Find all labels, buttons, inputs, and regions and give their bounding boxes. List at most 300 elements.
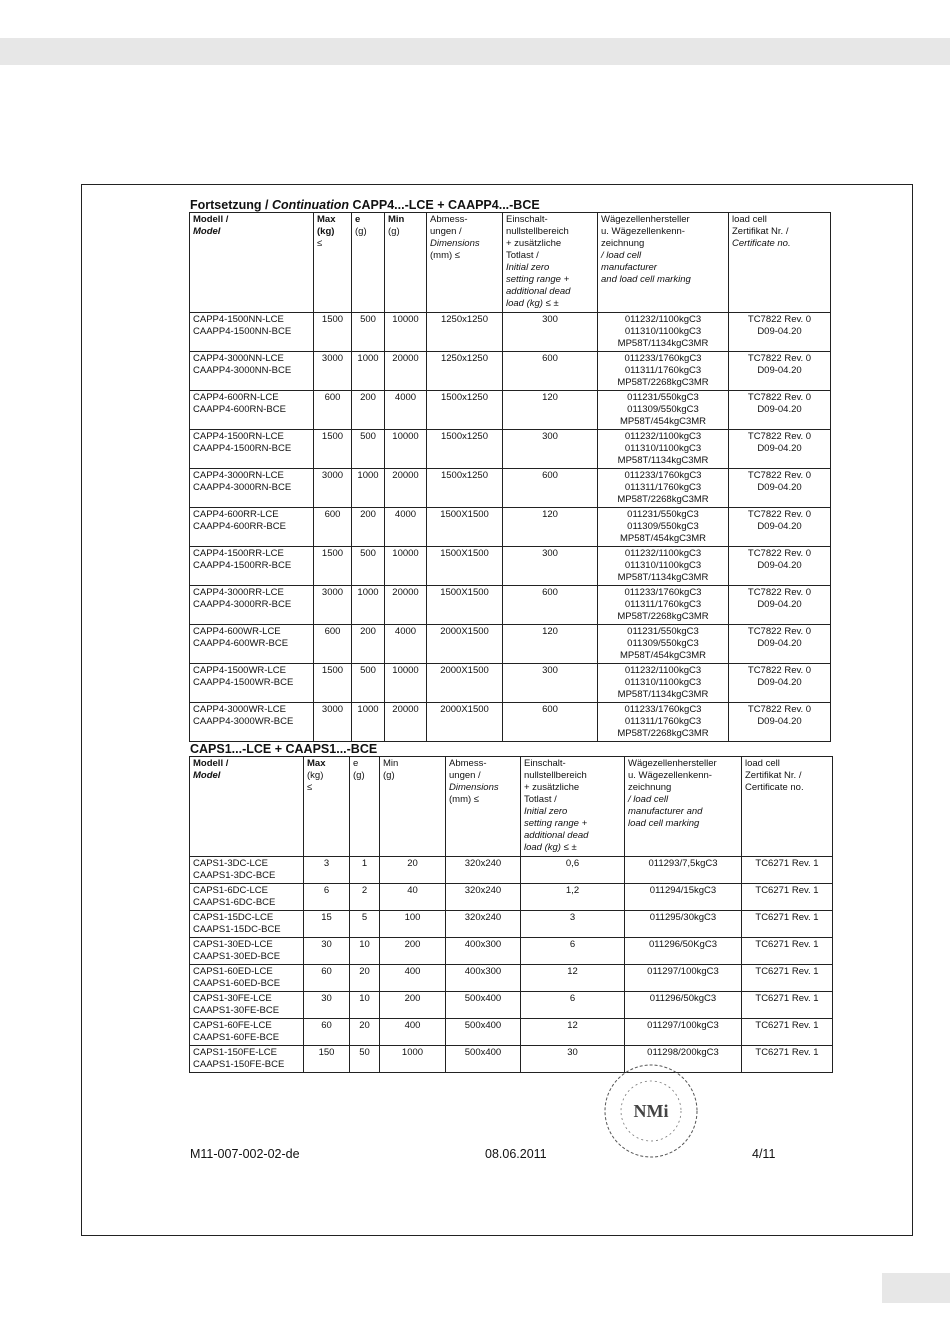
header-cell <box>352 213 385 313</box>
header-line: additional dead <box>506 286 571 297</box>
model-cell-line: CAPS1-15DC-LCE <box>193 912 274 923</box>
min-cell: 10000 <box>385 547 427 586</box>
model-cell <box>190 469 314 508</box>
zero-range-cell: 300 <box>503 313 598 352</box>
header-line: (kg) <box>307 770 324 781</box>
model-cell-line: CAPS1-30ED-LCE <box>193 939 273 950</box>
max-cell: 6 <box>304 884 350 911</box>
header-line: ≤ <box>307 782 313 793</box>
max-cell: 1500 <box>314 547 352 586</box>
model-cell <box>190 884 304 911</box>
model-cell <box>190 586 314 625</box>
table2-heading: CAPS1...-LCE + CAAPS1...-BCE <box>190 742 378 756</box>
load-cell-cell-line: 011311/1760kgC3 <box>624 599 702 610</box>
table-row <box>190 938 833 965</box>
model-cell <box>190 1019 304 1046</box>
model-cell <box>190 625 314 664</box>
table-row <box>190 965 833 992</box>
min-cell: 4000 <box>385 508 427 547</box>
model-cell-line: CAAPS1-30FE-BCE <box>193 1005 280 1016</box>
model-cell-line: CAAPS1-15DC-BCE <box>193 924 281 935</box>
header-line: Abmess- <box>449 758 487 769</box>
certificate-cell-line: D09-04.20 <box>757 716 802 727</box>
header-line: Dimensions <box>449 782 499 793</box>
certificate-cell <box>729 391 831 430</box>
model-cell-line: CAPP4-600RN-LCE <box>193 392 279 403</box>
zero-range-cell: 6 <box>521 938 625 965</box>
certificate-cell: TC6271 Rev. 1 <box>742 1019 833 1046</box>
load-cell-cell-line: MP58T/1134kgC3MR <box>617 572 709 583</box>
load-cell-cell-line: 011311/1760kgC3 <box>624 365 702 376</box>
max-cell: 60 <box>304 1019 350 1046</box>
header-line: Totlast / <box>506 250 539 261</box>
dimensions-cell: 400x300 <box>446 965 521 992</box>
header-line: Min <box>388 214 405 225</box>
header-cell <box>350 757 380 857</box>
max-cell: 3000 <box>314 703 352 742</box>
footer-date: 08.06.2011 <box>485 1147 547 1161</box>
certificate-cell-line: TC7822 Rev. 0 <box>747 353 812 364</box>
certificate-cell-line: TC7822 Rev. 0 <box>747 626 812 637</box>
model-cell-line: CAPP4-1500RR-LCE <box>193 548 284 559</box>
header-line: u. Wägezellenkenn- <box>601 226 685 237</box>
load-cell-cell-line: 011311/1760kgC3 <box>624 716 702 727</box>
header-line: Zertifikat Nr. / <box>732 226 789 237</box>
header-line: Totlast / <box>524 794 557 805</box>
header-line: Model <box>193 226 221 237</box>
model-cell-line: CAPS1-60FE-LCE <box>193 1020 272 1031</box>
dimensions-cell: 1250x1250 <box>427 352 503 391</box>
load-cell-cell-line: 011231/550kgC3 <box>627 509 699 520</box>
max-cell: 600 <box>314 391 352 430</box>
header-line: Model <box>193 770 221 781</box>
min-cell: 10000 <box>385 430 427 469</box>
model-cell <box>190 965 304 992</box>
dimensions-cell: 1250x1250 <box>427 313 503 352</box>
model-cell <box>190 352 314 391</box>
model-cell-line: CAAPP4-3000RR-BCE <box>193 599 292 610</box>
min-cell: 4000 <box>385 391 427 430</box>
model-cell-line: CAPS1-3DC-LCE <box>193 858 268 869</box>
table1-heading <box>190 198 540 212</box>
load-cell-cell <box>598 586 729 625</box>
certificate-cell-line: TC7822 Rev. 0 <box>747 704 812 715</box>
header-cell <box>380 757 446 857</box>
table-row <box>190 1046 833 1073</box>
min-cell: 1000 <box>380 1046 446 1073</box>
load-cell-cell: 011295/30kgC3 <box>625 911 742 938</box>
load-cell-cell-line: 011232/1100kgC3 <box>624 548 702 559</box>
dimensions-cell: 2000X1500 <box>427 703 503 742</box>
header-row <box>190 757 833 857</box>
certificate-cell-line: TC7822 Rev. 0 <box>747 665 812 676</box>
zero-range-cell: 600 <box>503 586 598 625</box>
load-cell-cell <box>598 391 729 430</box>
header-line: Wägezellenhersteller <box>628 758 717 769</box>
certificate-cell <box>729 586 831 625</box>
e-cell: 50 <box>350 1046 380 1073</box>
table-row <box>190 857 833 884</box>
heading-prefix: Fortsetzung / <box>190 198 272 212</box>
model-cell-line: CAPS1-6DC-LCE <box>193 885 268 896</box>
load-cell-cell-line: 011309/550kgC3 <box>627 521 699 532</box>
e-cell: 10 <box>350 938 380 965</box>
zero-range-cell: 1,2 <box>521 884 625 911</box>
header-line: Abmess- <box>430 214 468 225</box>
model-cell-line: CAAPP4-1500NN-BCE <box>193 326 292 337</box>
header-line: (mm) ≤ <box>430 250 461 261</box>
certificate-cell-line: TC7822 Rev. 0 <box>747 392 812 403</box>
table-row <box>190 547 831 586</box>
model-cell-line: CAPP4-1500WR-LCE <box>193 665 286 676</box>
e-cell: 2 <box>350 884 380 911</box>
dimensions-cell: 320x240 <box>446 884 521 911</box>
header-cell <box>427 213 503 313</box>
table-row <box>190 313 831 352</box>
zero-range-cell: 600 <box>503 352 598 391</box>
load-cell-cell: 011297/100kgC3 <box>625 965 742 992</box>
load-cell-cell: 011298/200kgC3 <box>625 1046 742 1073</box>
dimensions-cell: 500x400 <box>446 1046 521 1073</box>
certificate-cell: TC6271 Rev. 1 <box>742 857 833 884</box>
header-line: / load cell <box>601 250 642 261</box>
e-cell: 1000 <box>352 352 385 391</box>
model-cell-line: CAAPP4-1500RN-BCE <box>193 443 292 454</box>
model-cell-line: CAAPS1-150FE-BCE <box>193 1059 285 1070</box>
zero-range-cell: 0,6 <box>521 857 625 884</box>
header-line: load (kg) ≤ ± <box>506 298 559 309</box>
certificate-cell: TC6271 Rev. 1 <box>742 965 833 992</box>
certificate-cell <box>729 469 831 508</box>
certificate-cell-line: D09-04.20 <box>757 677 802 688</box>
certificate-cell <box>729 547 831 586</box>
header-line: Einschalt- <box>506 214 548 225</box>
e-cell: 1000 <box>352 469 385 508</box>
zero-range-cell: 600 <box>503 703 598 742</box>
model-cell-line: CAAPP4-3000RN-BCE <box>193 482 292 493</box>
header-cell <box>190 757 304 857</box>
zero-range-cell: 300 <box>503 430 598 469</box>
header-line: Max <box>307 758 326 769</box>
load-cell-cell-line: 011309/550kgC3 <box>627 638 699 649</box>
header-line: Initial zero <box>506 262 550 273</box>
load-cell-cell <box>598 625 729 664</box>
footer-doc-id: M11-007-002-02-de <box>190 1147 300 1161</box>
table-row <box>190 884 833 911</box>
certificate-cell: TC6271 Rev. 1 <box>742 992 833 1019</box>
max-cell: 15 <box>304 911 350 938</box>
e-cell: 1 <box>350 857 380 884</box>
min-cell: 10000 <box>385 313 427 352</box>
certificate-cell <box>729 664 831 703</box>
load-cell-cell-line: 011232/1100kgC3 <box>624 314 702 325</box>
model-cell-line: CAPP4-3000WR-LCE <box>193 704 286 715</box>
load-cell-cell <box>598 352 729 391</box>
load-cell-cell-line: 011311/1760kgC3 <box>624 482 702 493</box>
max-cell: 30 <box>304 992 350 1019</box>
load-cell-cell-line: MP58T/2268kgC3MR <box>617 494 709 505</box>
header-cell <box>446 757 521 857</box>
model-cell-line: CAAPP4-1500WR-BCE <box>193 677 294 688</box>
table-row <box>190 430 831 469</box>
header-line: ungen / <box>449 770 481 781</box>
dimensions-cell: 1500X1500 <box>427 547 503 586</box>
model-cell-line: CAPP4-600WR-LCE <box>193 626 281 637</box>
zero-range-cell: 6 <box>521 992 625 1019</box>
model-cell-line: CAAPP4-1500RR-BCE <box>193 560 292 571</box>
certificate-cell: TC6271 Rev. 1 <box>742 1046 833 1073</box>
footer-page-number: 4/11 <box>752 1147 776 1161</box>
header-cell <box>385 213 427 313</box>
model-cell-line: CAPP4-3000NN-LCE <box>193 353 284 364</box>
table-row <box>190 469 831 508</box>
header-line: load (kg) ≤ ± <box>524 842 577 853</box>
e-cell: 200 <box>352 625 385 664</box>
header-line: manufacturer <box>601 262 657 273</box>
max-cell: 3000 <box>314 352 352 391</box>
load-cell-cell-line: MP58T/454kgC3MR <box>619 533 707 544</box>
model-cell <box>190 703 314 742</box>
header-cell <box>503 213 598 313</box>
dimensions-cell: 500x400 <box>446 992 521 1019</box>
heading-italic: Continuation <box>271 198 350 212</box>
load-cell-cell: 011296/50kgC3 <box>625 992 742 1019</box>
certificate-cell <box>729 625 831 664</box>
load-cell-cell-line: MP58T/2268kgC3MR <box>617 728 709 739</box>
load-cell-cell-line: MP58T/454kgC3MR <box>619 416 707 427</box>
header-line: setting range + <box>524 818 588 829</box>
certificate-cell: TC6271 Rev. 1 <box>742 938 833 965</box>
load-cell-cell: 011293/7,5kgC3 <box>625 857 742 884</box>
header-line: additional dead <box>524 830 589 841</box>
header-line: Initial zero <box>524 806 568 817</box>
dimensions-cell: 320x240 <box>446 857 521 884</box>
header-line: zeichnung <box>601 238 645 249</box>
header-line: nullstellbereich <box>506 226 569 237</box>
max-cell: 1500 <box>314 664 352 703</box>
certificate-cell-line: D09-04.20 <box>757 482 802 493</box>
certificate-cell-line: D09-04.20 <box>757 560 802 571</box>
max-cell: 1500 <box>314 313 352 352</box>
model-cell <box>190 911 304 938</box>
load-cell-cell-line: 011310/1100kgC3 <box>624 443 702 454</box>
header-line: nullstellbereich <box>524 770 587 781</box>
certificate-cell-line: D09-04.20 <box>757 521 802 532</box>
dimensions-cell: 1500x1250 <box>427 430 503 469</box>
load-cell-cell-line: MP58T/2268kgC3MR <box>617 377 709 388</box>
model-cell-line: CAAPS1-3DC-BCE <box>193 870 276 881</box>
zero-range-cell: 600 <box>503 469 598 508</box>
min-cell: 10000 <box>385 664 427 703</box>
model-cell <box>190 1046 304 1073</box>
load-cell-cell <box>598 547 729 586</box>
model-cell-line: CAAPP4-600RR-BCE <box>193 521 286 532</box>
min-cell: 400 <box>380 965 446 992</box>
load-cell-cell <box>598 508 729 547</box>
min-cell: 40 <box>380 884 446 911</box>
max-cell: 3000 <box>314 469 352 508</box>
model-cell <box>190 992 304 1019</box>
header-line: Dimensions <box>430 238 480 249</box>
dimensions-cell: 1500X1500 <box>427 586 503 625</box>
certificate-cell-line: TC7822 Rev. 0 <box>747 431 812 442</box>
header-cell <box>729 213 831 313</box>
top-gray-bar <box>0 38 950 65</box>
header-line: Einschalt- <box>524 758 566 769</box>
load-cell-cell <box>598 430 729 469</box>
min-cell: 20000 <box>385 352 427 391</box>
model-cell <box>190 391 314 430</box>
certificate-cell-line: TC7822 Rev. 0 <box>747 509 812 520</box>
header-line: load cell marking <box>628 818 700 829</box>
load-cell-cell-line: 011232/1100kgC3 <box>624 665 702 676</box>
min-cell: 200 <box>380 938 446 965</box>
e-cell: 10 <box>350 992 380 1019</box>
load-cell-cell: 011296/50KgC3 <box>625 938 742 965</box>
load-cell-cell-line: 011231/550kgC3 <box>627 392 699 403</box>
zero-range-cell: 120 <box>503 391 598 430</box>
header-line: (g) <box>383 770 395 781</box>
load-cell-cell-line: 011310/1100kgC3 <box>624 326 702 337</box>
model-cell <box>190 547 314 586</box>
dimensions-cell: 1500X1500 <box>427 508 503 547</box>
header-line: (mm) ≤ <box>449 794 480 805</box>
min-cell: 20 <box>380 857 446 884</box>
header-line: ≤ <box>317 238 323 249</box>
zero-range-cell: 30 <box>521 1046 625 1073</box>
dimensions-cell: 500x400 <box>446 1019 521 1046</box>
max-cell: 30 <box>304 938 350 965</box>
svg-text:NMi: NMi <box>633 1101 669 1121</box>
page-tab-marker <box>882 1273 950 1303</box>
model-cell-line: CAPP4-1500RN-LCE <box>193 431 284 442</box>
model-cell <box>190 313 314 352</box>
table-row <box>190 911 833 938</box>
caps1-table <box>189 756 833 1073</box>
e-cell: 5 <box>350 911 380 938</box>
header-line: and load cell marking <box>601 274 691 285</box>
table-row <box>190 586 831 625</box>
model-cell-line: CAAPS1-60ED-BCE <box>193 978 281 989</box>
header-line: ungen / <box>430 226 462 237</box>
model-cell-line: CAPS1-150FE-LCE <box>193 1047 277 1058</box>
table-row <box>190 664 831 703</box>
model-cell <box>190 430 314 469</box>
min-cell: 100 <box>380 911 446 938</box>
model-cell-line: CAPP4-3000RR-LCE <box>193 587 284 598</box>
model-cell <box>190 938 304 965</box>
certificate-cell-line: TC7822 Rev. 0 <box>747 587 812 598</box>
dimensions-cell: 2000X1500 <box>427 625 503 664</box>
load-cell-cell <box>598 703 729 742</box>
model-cell-line: CAPP4-3000RN-LCE <box>193 470 284 481</box>
header-line: Modell / <box>193 758 229 769</box>
load-cell-cell-line: 011233/1760kgC3 <box>624 470 702 481</box>
max-cell: 150 <box>304 1046 350 1073</box>
header-cell <box>625 757 742 857</box>
certificate-cell <box>729 508 831 547</box>
load-cell-cell: 011294/15kgC3 <box>625 884 742 911</box>
certificate-cell-line: TC7822 Rev. 0 <box>747 548 812 559</box>
header-cell <box>742 757 833 857</box>
max-cell: 60 <box>304 965 350 992</box>
table-row <box>190 703 831 742</box>
header-line: Min <box>383 758 399 769</box>
max-cell: 3 <box>304 857 350 884</box>
dimensions-cell: 1500x1250 <box>427 391 503 430</box>
header-line: Zertifikat Nr. / <box>745 770 802 781</box>
model-cell-line: CAPS1-60ED-LCE <box>193 966 273 977</box>
model-cell-line: CAAPS1-30ED-BCE <box>193 951 281 962</box>
model-cell-line: CAAPP4-600WR-BCE <box>193 638 289 649</box>
load-cell-cell-line: 011233/1760kgC3 <box>624 704 702 715</box>
e-cell: 500 <box>352 430 385 469</box>
e-cell: 200 <box>352 391 385 430</box>
table-row <box>190 508 831 547</box>
load-cell-cell-line: MP58T/454kgC3MR <box>619 650 707 661</box>
header-line: manufacturer and <box>628 806 703 817</box>
certificate-cell <box>729 352 831 391</box>
model-cell-line: CAPS1-30FE-LCE <box>193 993 272 1004</box>
header-line: Wägezellenhersteller <box>601 214 690 225</box>
min-cell: 200 <box>380 992 446 1019</box>
certificate-cell: TC6271 Rev. 1 <box>742 884 833 911</box>
header-cell <box>598 213 729 313</box>
dimensions-cell: 320x240 <box>446 911 521 938</box>
certificate-cell-line: D09-04.20 <box>757 443 802 454</box>
min-cell: 20000 <box>385 586 427 625</box>
certificate-cell: TC6271 Rev. 1 <box>742 911 833 938</box>
header-line: / load cell <box>628 794 669 805</box>
header-line: zeichnung <box>628 782 672 793</box>
header-cell <box>190 213 314 313</box>
table-row <box>190 1019 833 1046</box>
header-line: load cell <box>732 214 767 225</box>
e-cell: 20 <box>350 965 380 992</box>
load-cell-cell-line: MP58T/1134kgC3MR <box>617 455 709 466</box>
load-cell-cell-line: 011310/1100kgC3 <box>624 677 702 688</box>
min-cell: 20000 <box>385 703 427 742</box>
header-line: + zusätzliche <box>506 238 562 249</box>
header-line: + zusätzliche <box>524 782 580 793</box>
e-cell: 500 <box>352 664 385 703</box>
model-cell <box>190 664 314 703</box>
table-row <box>190 391 831 430</box>
zero-range-cell: 300 <box>503 547 598 586</box>
certificate-cell-line: D09-04.20 <box>757 365 802 376</box>
header-line: u. Wägezellenkenn- <box>628 770 712 781</box>
load-cell-cell-line: 011309/550kgC3 <box>627 404 699 415</box>
max-cell: 3000 <box>314 586 352 625</box>
certificate-cell <box>729 313 831 352</box>
header-cell <box>304 757 350 857</box>
model-cell-line: CAAPP4-3000NN-BCE <box>193 365 292 376</box>
zero-range-cell: 300 <box>503 664 598 703</box>
model-cell-line: CAAPP4-3000WR-BCE <box>193 716 294 727</box>
zero-range-cell: 120 <box>503 508 598 547</box>
e-cell: 1000 <box>352 586 385 625</box>
e-cell: 20 <box>350 1019 380 1046</box>
certificate-cell <box>729 430 831 469</box>
load-cell-cell-line: MP58T/2268kgC3MR <box>617 611 709 622</box>
zero-range-cell: 3 <box>521 911 625 938</box>
certificate-cell-line: D09-04.20 <box>757 599 802 610</box>
header-line: Max <box>317 214 336 225</box>
min-cell: 20000 <box>385 469 427 508</box>
load-cell-cell <box>598 664 729 703</box>
load-cell-cell-line: 011232/1100kgC3 <box>624 431 702 442</box>
header-row <box>190 213 831 313</box>
